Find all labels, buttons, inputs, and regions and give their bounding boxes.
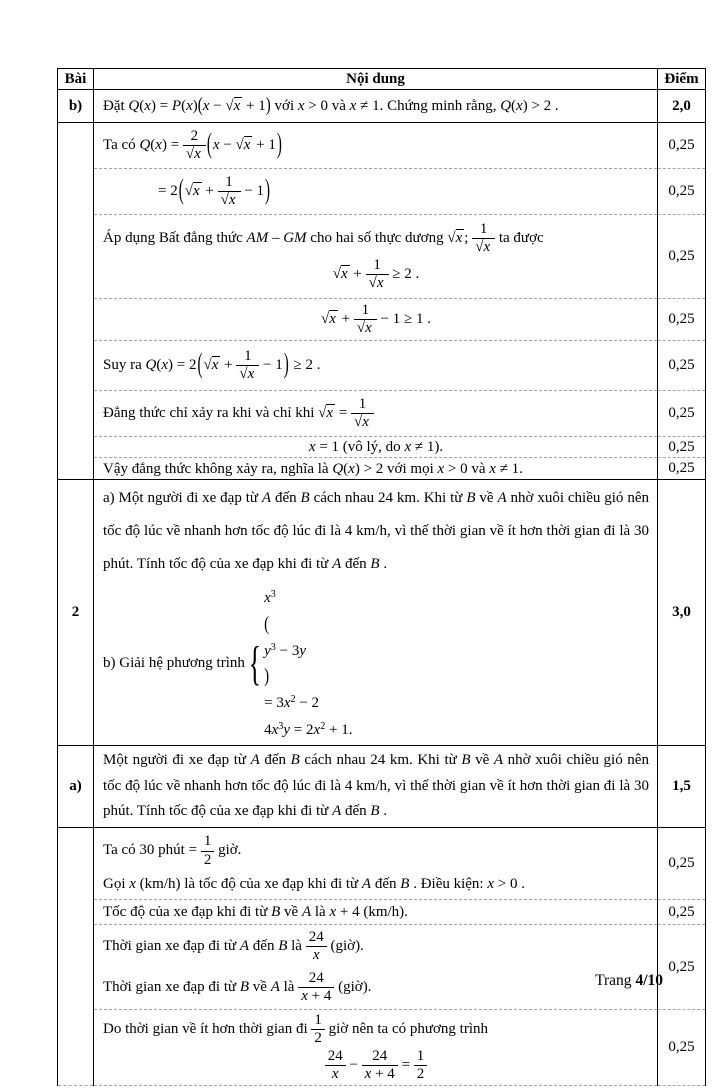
- cell-content: Đẳng thức chỉ xảy ra khi và chỉ khi √x = $\frac{1}{√x}$: [94, 391, 658, 437]
- cell-points: 3,0: [658, 480, 706, 746]
- cell-content: Áp dụng Bất đẳng thức AM – GM cho hai số thực dương √x ; $\frac{1}{√x}$ ta được √x + $\frac{1}{√x}$ ≥ 2 .: [94, 215, 658, 299]
- cell-content: Thời gian xe đạp đi từ A đến B là $\frac{24}{x}$ (giờ). Thời gian xe đạp đi từ B về A là $\frac{24}{x + 4}$ (giờ).: [94, 925, 658, 1010]
- table-row: [58, 169, 706, 215]
- column-header-noidung: Nội dung: [94, 69, 658, 90]
- cell-content: Suy ra Q(x) = 2(√x + $\frac{1}{√x}$ − 1) ≥ 2 .: [94, 341, 658, 391]
- footer-page-number: 4/10: [635, 972, 663, 989]
- table-row: [58, 925, 706, 1010]
- table-row: [58, 745, 706, 827]
- cell-points: 0,25: [658, 169, 706, 215]
- table-header-row: [58, 69, 706, 90]
- cell-points: 0,25: [658, 215, 706, 299]
- cell-points: 2,0: [658, 90, 706, 123]
- cell-content: √x + $\frac{1}{√x}$ − 1 ≥ 1 .: [94, 299, 658, 341]
- column-header-bai: Bài: [58, 69, 94, 90]
- table-row: [58, 90, 706, 123]
- cell-points: 0,25: [658, 1010, 706, 1086]
- answer-key-table: [57, 68, 706, 1086]
- cell-points: 1,5: [658, 745, 706, 827]
- cell-content: Ta có Q(x) = $\frac{2}{√x}$ (x − √x + 1): [94, 123, 658, 169]
- column-header-diem: Điểm: [658, 69, 706, 90]
- cell-content: Một người đi xe đạp từ A đến B cách nhau 24 km. Khi từ B về A nhờ xuôi chiều gió nên tốc độ lúc về nhanh hơn tốc độ lúc đi là 4 km/h, vì thế thời gian về ít hơn thời gian đi là 30 phút. Tính tốc độ của xe đạp khi đi từ A đến B .: [94, 745, 658, 827]
- cell-points: 0,25: [658, 828, 706, 900]
- cell-bai: 2: [58, 480, 94, 746]
- cell-points: 0,25: [658, 123, 706, 169]
- cell-content: x = 1 (vô lý, do x ≠ 1).: [94, 437, 658, 458]
- table-row: [58, 1010, 706, 1086]
- table-row: [58, 215, 706, 299]
- page-footer: [595, 972, 663, 990]
- cell-points: 0,25: [658, 925, 706, 1010]
- footer-label: Trang: [595, 972, 636, 989]
- table-row: [58, 437, 706, 458]
- table-row: [58, 828, 706, 900]
- cell-content: Do thời gian về ít hơn thời gian đi $\frac{1}{2}$ giờ nên ta có phương trình $\frac{24}{x}$ − $\frac{24}{x + 4}$ = $\frac{1}{2}$: [94, 1010, 658, 1086]
- cell-content: a) Một người đi xe đạp từ A đến B cách nhau 24 km. Khi từ B về A nhờ xuôi chiều gió nên tốc độ lúc về nhanh hơn tốc độ lúc đi là 4 km/h, vì thế thời gian về ít hơn thời gian đi là 30 phút. Tính tốc độ của xe đạp khi đi từ A đến B . b) Giải hệ phương trình { $x^3$ ( $y^3 - 3y$ ) = $3x^2 - 2$ $4x^3y = 2x^2 + 1$.: [94, 480, 658, 746]
- cell-points: 0,25: [658, 341, 706, 391]
- cell-bai: a): [58, 745, 94, 827]
- table-row: [58, 341, 706, 391]
- cell-content: Vậy đẳng thức không xảy ra, nghĩa là Q(x) > 2 với mọi x > 0 và x ≠ 1.: [94, 458, 658, 480]
- table-row: [58, 299, 706, 341]
- cell-points: 0,25: [658, 458, 706, 480]
- cell-points: 0,25: [658, 391, 706, 437]
- table-row: [58, 480, 706, 746]
- cell-bai-empty: [58, 123, 94, 480]
- cell-points: 0,25: [658, 437, 706, 458]
- cell-content: Đặt Q(x) = P(x)(x − √x + 1) với x > 0 và x ≠ 1. Chứng minh rằng, Q(x) > 2 .: [94, 90, 658, 123]
- cell-points: 0,25: [658, 900, 706, 925]
- cell-content: = 2(√x + $\frac{1}{√x}$ − 1): [94, 169, 658, 215]
- table-row: [58, 458, 706, 480]
- cell-bai-empty: [58, 828, 94, 1086]
- table-row: [58, 123, 706, 169]
- cell-points: 0,25: [658, 299, 706, 341]
- cell-content: Tốc độ của xe đạp khi đi từ B về A là x + 4 (km/h).: [94, 900, 658, 925]
- table-row: [58, 391, 706, 437]
- cell-bai: b): [58, 90, 94, 123]
- cell-content: Ta có 30 phút = $\frac{1}{2}$ giờ. Gọi x (km/h) là tốc độ của xe đạp khi đi từ A đến B . Điều kiện: x > 0 .: [94, 828, 658, 900]
- table-row: [58, 900, 706, 925]
